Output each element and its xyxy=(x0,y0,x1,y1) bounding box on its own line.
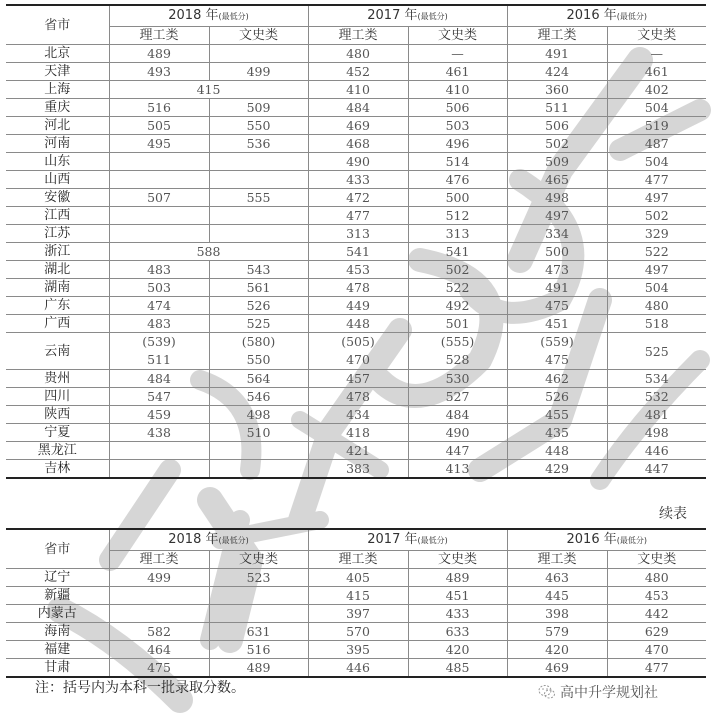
score-cell: 484 xyxy=(408,406,507,424)
table-row xyxy=(6,388,706,406)
score-cell: 493 xyxy=(109,63,209,81)
province-cell: 海南 xyxy=(6,623,109,641)
score-cell: 477 xyxy=(607,171,706,189)
score-cell: — xyxy=(408,45,507,63)
province-cell: 贵州 xyxy=(6,370,109,388)
score-cell: 519 xyxy=(607,117,706,135)
score-cell: 504 xyxy=(607,99,706,117)
table-row xyxy=(6,297,706,315)
score-cell-merged: 415 xyxy=(109,81,308,99)
province-cell: 黑龙江 xyxy=(6,442,109,460)
score-cell: 480 xyxy=(607,569,706,587)
header-liberal: 文史类 xyxy=(607,551,706,569)
score-cell: 481 xyxy=(607,406,706,424)
score-cell: 455 xyxy=(507,406,607,424)
province-cell: 广西 xyxy=(6,315,109,333)
header-year-2018: 2018 年(最低分) xyxy=(109,529,308,551)
score-cell: 501 xyxy=(408,315,507,333)
table-row xyxy=(6,207,706,225)
table-row xyxy=(6,424,706,442)
province-cell: 天津 xyxy=(6,63,109,81)
score-cell: 527 xyxy=(408,388,507,406)
score-value: 475 xyxy=(545,352,569,367)
table-row xyxy=(6,171,706,189)
score-cell: 490 xyxy=(308,153,408,171)
header-science: 理工类 xyxy=(507,551,607,569)
score-cell: 429 xyxy=(507,460,607,479)
header-science: 理工类 xyxy=(308,27,408,45)
score-cell: 582 xyxy=(109,623,209,641)
score-cell: 451 xyxy=(408,587,507,605)
province-cell: 重庆 xyxy=(6,99,109,117)
table-row xyxy=(6,406,706,424)
table-row xyxy=(6,117,706,135)
score-cell xyxy=(109,171,209,189)
score-cell: 464 xyxy=(109,641,209,659)
score-cell: 502 xyxy=(607,207,706,225)
score-cell: 480 xyxy=(607,297,706,315)
score-cell: 532 xyxy=(607,388,706,406)
score-cell: 452 xyxy=(308,63,408,81)
score-cell: 474 xyxy=(109,297,209,315)
table-row xyxy=(6,225,706,243)
score-cell: 447 xyxy=(607,460,706,479)
province-cell: 宁夏 xyxy=(6,424,109,442)
table-row xyxy=(6,189,706,207)
score-cell-merged: 588 xyxy=(109,243,308,261)
score-cell: 495 xyxy=(109,135,209,153)
brand-name: 高中升学规划社 xyxy=(560,685,658,701)
header-year-2017: 2017 年(最低分) xyxy=(308,529,507,551)
score-cell: 490 xyxy=(408,424,507,442)
score-cell xyxy=(209,171,308,189)
score-cell: 484 xyxy=(109,370,209,388)
score-cell: 442 xyxy=(607,605,706,623)
score-cell: 496 xyxy=(408,135,507,153)
score-cell: 504 xyxy=(607,153,706,171)
score-value: 528 xyxy=(445,352,470,367)
score-cell: 433 xyxy=(308,171,408,189)
score-cell: 405 xyxy=(308,569,408,587)
header-liberal: 文史类 xyxy=(408,27,507,45)
score-cell: 530 xyxy=(408,370,507,388)
score-cell: 413 xyxy=(408,460,507,479)
score-cell: 547 xyxy=(109,388,209,406)
score-cell: 506 xyxy=(408,99,507,117)
score-cell: 484 xyxy=(308,99,408,117)
score-cell: 550 xyxy=(209,117,308,135)
score-cell: 525 xyxy=(209,315,308,333)
table-row xyxy=(6,279,706,297)
score-cell: 469 xyxy=(507,659,607,678)
score-cell: 502 xyxy=(507,135,607,153)
score-cell: 525 xyxy=(607,333,706,370)
score-cell xyxy=(209,460,308,479)
score-cell: 462 xyxy=(507,370,607,388)
score-cell: 502 xyxy=(408,261,507,279)
score-cell: 313 xyxy=(308,225,408,243)
score-cell: 402 xyxy=(607,81,706,99)
score-cell: 329 xyxy=(607,225,706,243)
score-cell: 448 xyxy=(308,315,408,333)
first-batch-score: (580) xyxy=(241,334,276,349)
score-cell: 451 xyxy=(507,315,607,333)
header-year-2016: 2016 年(最低分) xyxy=(507,529,706,551)
province-cell: 陕西 xyxy=(6,406,109,424)
score-cell: 424 xyxy=(507,63,607,81)
score-cell: 360 xyxy=(507,81,607,99)
table-row-yunnan xyxy=(6,333,706,370)
table-row xyxy=(6,370,706,388)
score-value: 511 xyxy=(147,352,171,367)
score-cell: 470 xyxy=(607,641,706,659)
first-batch-score: (559) xyxy=(540,334,574,349)
score-cell: 499 xyxy=(209,63,308,81)
score-cell xyxy=(209,442,308,460)
header-year-2017: 2017 年(最低分) xyxy=(308,5,507,27)
score-cell: 420 xyxy=(507,641,607,659)
admission-score-table-continued xyxy=(6,528,706,678)
score-cell: 418 xyxy=(308,424,408,442)
score-cell: 629 xyxy=(607,623,706,641)
header-province: 省市 xyxy=(6,5,109,45)
score-cell: 395 xyxy=(308,641,408,659)
table-row xyxy=(6,63,706,81)
header-liberal: 文史类 xyxy=(209,27,308,45)
score-cell: 500 xyxy=(507,243,607,261)
score-cell: 453 xyxy=(607,587,706,605)
score-cell: 313 xyxy=(408,225,507,243)
score-cell: 534 xyxy=(607,370,706,388)
score-cell-two-line xyxy=(507,333,607,370)
score-cell: 483 xyxy=(109,315,209,333)
score-cell: 507 xyxy=(109,189,209,207)
score-cell: 485 xyxy=(408,659,507,678)
score-cell: 510 xyxy=(209,424,308,442)
score-cell: 453 xyxy=(308,261,408,279)
province-cell: 河南 xyxy=(6,135,109,153)
table-row xyxy=(6,153,706,171)
first-batch-score: (505) xyxy=(341,334,375,349)
score-cell: 498 xyxy=(209,406,308,424)
score-cell: 498 xyxy=(607,424,706,442)
score-cell: 491 xyxy=(507,45,607,63)
score-cell: 516 xyxy=(209,641,308,659)
score-cell: 334 xyxy=(507,225,607,243)
province-cell: 山西 xyxy=(6,171,109,189)
province-cell: 江苏 xyxy=(6,225,109,243)
score-cell: 475 xyxy=(507,297,607,315)
score-cell: 434 xyxy=(308,406,408,424)
score-cell: 543 xyxy=(209,261,308,279)
wechat-icon xyxy=(538,684,556,700)
score-cell xyxy=(109,442,209,460)
table-row xyxy=(6,45,706,63)
score-cell: 489 xyxy=(209,659,308,678)
score-cell: 461 xyxy=(408,63,507,81)
header-science: 理工类 xyxy=(308,551,408,569)
score-cell xyxy=(209,45,308,63)
score-cell: 459 xyxy=(109,406,209,424)
table-row xyxy=(6,659,706,678)
table-row xyxy=(6,587,706,605)
score-cell: 398 xyxy=(507,605,607,623)
score-cell: 383 xyxy=(308,460,408,479)
header-science: 理工类 xyxy=(507,27,607,45)
score-cell xyxy=(209,225,308,243)
province-cell: 四川 xyxy=(6,388,109,406)
score-cell-two-line xyxy=(209,333,308,370)
score-cell: 438 xyxy=(109,424,209,442)
score-cell: 511 xyxy=(507,99,607,117)
score-cell: 478 xyxy=(308,388,408,406)
score-cell xyxy=(109,460,209,479)
province-cell: 山东 xyxy=(6,153,109,171)
score-cell: 480 xyxy=(308,45,408,63)
score-cell: 473 xyxy=(507,261,607,279)
province-cell: 湖北 xyxy=(6,261,109,279)
score-cell: 499 xyxy=(109,569,209,587)
score-value: 470 xyxy=(346,352,370,367)
score-cell: 397 xyxy=(308,605,408,623)
province-cell: 上海 xyxy=(6,81,109,99)
score-cell: 570 xyxy=(308,623,408,641)
score-cell: 516 xyxy=(109,99,209,117)
score-cell: 504 xyxy=(607,279,706,297)
province-cell: 河北 xyxy=(6,117,109,135)
score-cell: 536 xyxy=(209,135,308,153)
score-cell: 449 xyxy=(308,297,408,315)
score-cell: 631 xyxy=(209,623,308,641)
footnote: 注：括号内为本科一批录取分数。 xyxy=(35,680,245,696)
table-row xyxy=(6,99,706,117)
province-cell: 云南 xyxy=(6,333,109,370)
province-cell: 新疆 xyxy=(6,587,109,605)
province-cell: 吉林 xyxy=(6,460,109,479)
score-cell: 461 xyxy=(607,63,706,81)
score-cell: 463 xyxy=(507,569,607,587)
score-cell-two-line xyxy=(109,333,209,370)
score-cell: 446 xyxy=(308,659,408,678)
first-batch-score: (539) xyxy=(142,334,176,349)
score-cell: 505 xyxy=(109,117,209,135)
score-cell: 421 xyxy=(308,442,408,460)
score-cell: 465 xyxy=(507,171,607,189)
score-cell: 457 xyxy=(308,370,408,388)
header-liberal: 文史类 xyxy=(607,27,706,45)
continued-table-label: 续表 xyxy=(659,506,687,522)
brand-watermark xyxy=(538,682,658,702)
table-row xyxy=(6,135,706,153)
score-cell: 420 xyxy=(408,641,507,659)
score-cell: 561 xyxy=(209,279,308,297)
score-cell xyxy=(109,225,209,243)
score-cell: 435 xyxy=(507,424,607,442)
table-row xyxy=(6,81,706,99)
province-cell: 北京 xyxy=(6,45,109,63)
score-cell: 506 xyxy=(507,117,607,135)
score-cell: 509 xyxy=(209,99,308,117)
first-batch-score: (555) xyxy=(440,334,475,349)
score-cell: 415 xyxy=(308,587,408,605)
score-cell: 489 xyxy=(408,569,507,587)
header-science: 理工类 xyxy=(109,27,209,45)
score-cell: 469 xyxy=(308,117,408,135)
score-cell: 489 xyxy=(109,45,209,63)
province-cell: 湖南 xyxy=(6,279,109,297)
score-cell xyxy=(209,153,308,171)
score-cell xyxy=(209,207,308,225)
score-cell: 500 xyxy=(408,189,507,207)
header-province: 省市 xyxy=(6,529,109,569)
score-cell: 512 xyxy=(408,207,507,225)
province-cell: 安徽 xyxy=(6,189,109,207)
header-science: 理工类 xyxy=(109,551,209,569)
score-cell: 526 xyxy=(507,388,607,406)
score-cell: 433 xyxy=(408,605,507,623)
score-cell: 483 xyxy=(109,261,209,279)
score-cell: 514 xyxy=(408,153,507,171)
score-cell-two-line xyxy=(308,333,408,370)
province-cell: 江西 xyxy=(6,207,109,225)
score-cell: — xyxy=(607,45,706,63)
score-cell: 477 xyxy=(607,659,706,678)
score-cell: 522 xyxy=(408,279,507,297)
score-cell-two-line xyxy=(408,333,507,370)
score-cell: 546 xyxy=(209,388,308,406)
score-cell: 503 xyxy=(109,279,209,297)
table-row xyxy=(6,460,706,479)
score-cell: 497 xyxy=(607,261,706,279)
score-cell xyxy=(109,207,209,225)
header-liberal: 文史类 xyxy=(408,551,507,569)
score-cell: 497 xyxy=(507,207,607,225)
score-cell xyxy=(109,605,209,623)
score-cell: 448 xyxy=(507,442,607,460)
score-cell: 446 xyxy=(607,442,706,460)
score-cell: 633 xyxy=(408,623,507,641)
table-row xyxy=(6,605,706,623)
province-cell: 浙江 xyxy=(6,243,109,261)
score-cell: 472 xyxy=(308,189,408,207)
table-row xyxy=(6,315,706,333)
score-cell: 579 xyxy=(507,623,607,641)
province-cell: 内蒙古 xyxy=(6,605,109,623)
table-row xyxy=(6,243,706,261)
table-row xyxy=(6,442,706,460)
score-cell: 410 xyxy=(308,81,408,99)
score-cell: 492 xyxy=(408,297,507,315)
header-year-2018: 2018 年(最低分) xyxy=(109,5,308,27)
score-cell: 410 xyxy=(408,81,507,99)
score-cell: 476 xyxy=(408,171,507,189)
province-cell: 广东 xyxy=(6,297,109,315)
header-year-2016: 2016 年(最低分) xyxy=(507,5,706,27)
table-row xyxy=(6,569,706,587)
score-cell: 478 xyxy=(308,279,408,297)
score-value: 550 xyxy=(246,352,271,367)
score-cell: 447 xyxy=(408,442,507,460)
score-cell: 555 xyxy=(209,189,308,207)
table-row xyxy=(6,623,706,641)
province-cell: 甘肃 xyxy=(6,659,109,678)
score-cell: 526 xyxy=(209,297,308,315)
score-cell: 487 xyxy=(607,135,706,153)
score-cell xyxy=(209,605,308,623)
score-cell: 445 xyxy=(507,587,607,605)
score-cell: 477 xyxy=(308,207,408,225)
score-cell: 522 xyxy=(607,243,706,261)
score-cell: 491 xyxy=(507,279,607,297)
admission-score-table xyxy=(6,4,706,479)
score-cell: 518 xyxy=(607,315,706,333)
province-cell: 福建 xyxy=(6,641,109,659)
score-cell: 541 xyxy=(408,243,507,261)
score-cell xyxy=(109,587,209,605)
score-cell: 541 xyxy=(308,243,408,261)
score-cell xyxy=(209,587,308,605)
score-cell: 564 xyxy=(209,370,308,388)
score-cell: 497 xyxy=(607,189,706,207)
score-cell: 498 xyxy=(507,189,607,207)
header-liberal: 文史类 xyxy=(209,551,308,569)
score-cell: 475 xyxy=(109,659,209,678)
province-cell: 辽宁 xyxy=(6,569,109,587)
score-cell: 503 xyxy=(408,117,507,135)
table-row xyxy=(6,261,706,279)
score-cell: 523 xyxy=(209,569,308,587)
score-cell: 468 xyxy=(308,135,408,153)
score-cell xyxy=(109,153,209,171)
score-cell: 509 xyxy=(507,153,607,171)
table-row xyxy=(6,641,706,659)
